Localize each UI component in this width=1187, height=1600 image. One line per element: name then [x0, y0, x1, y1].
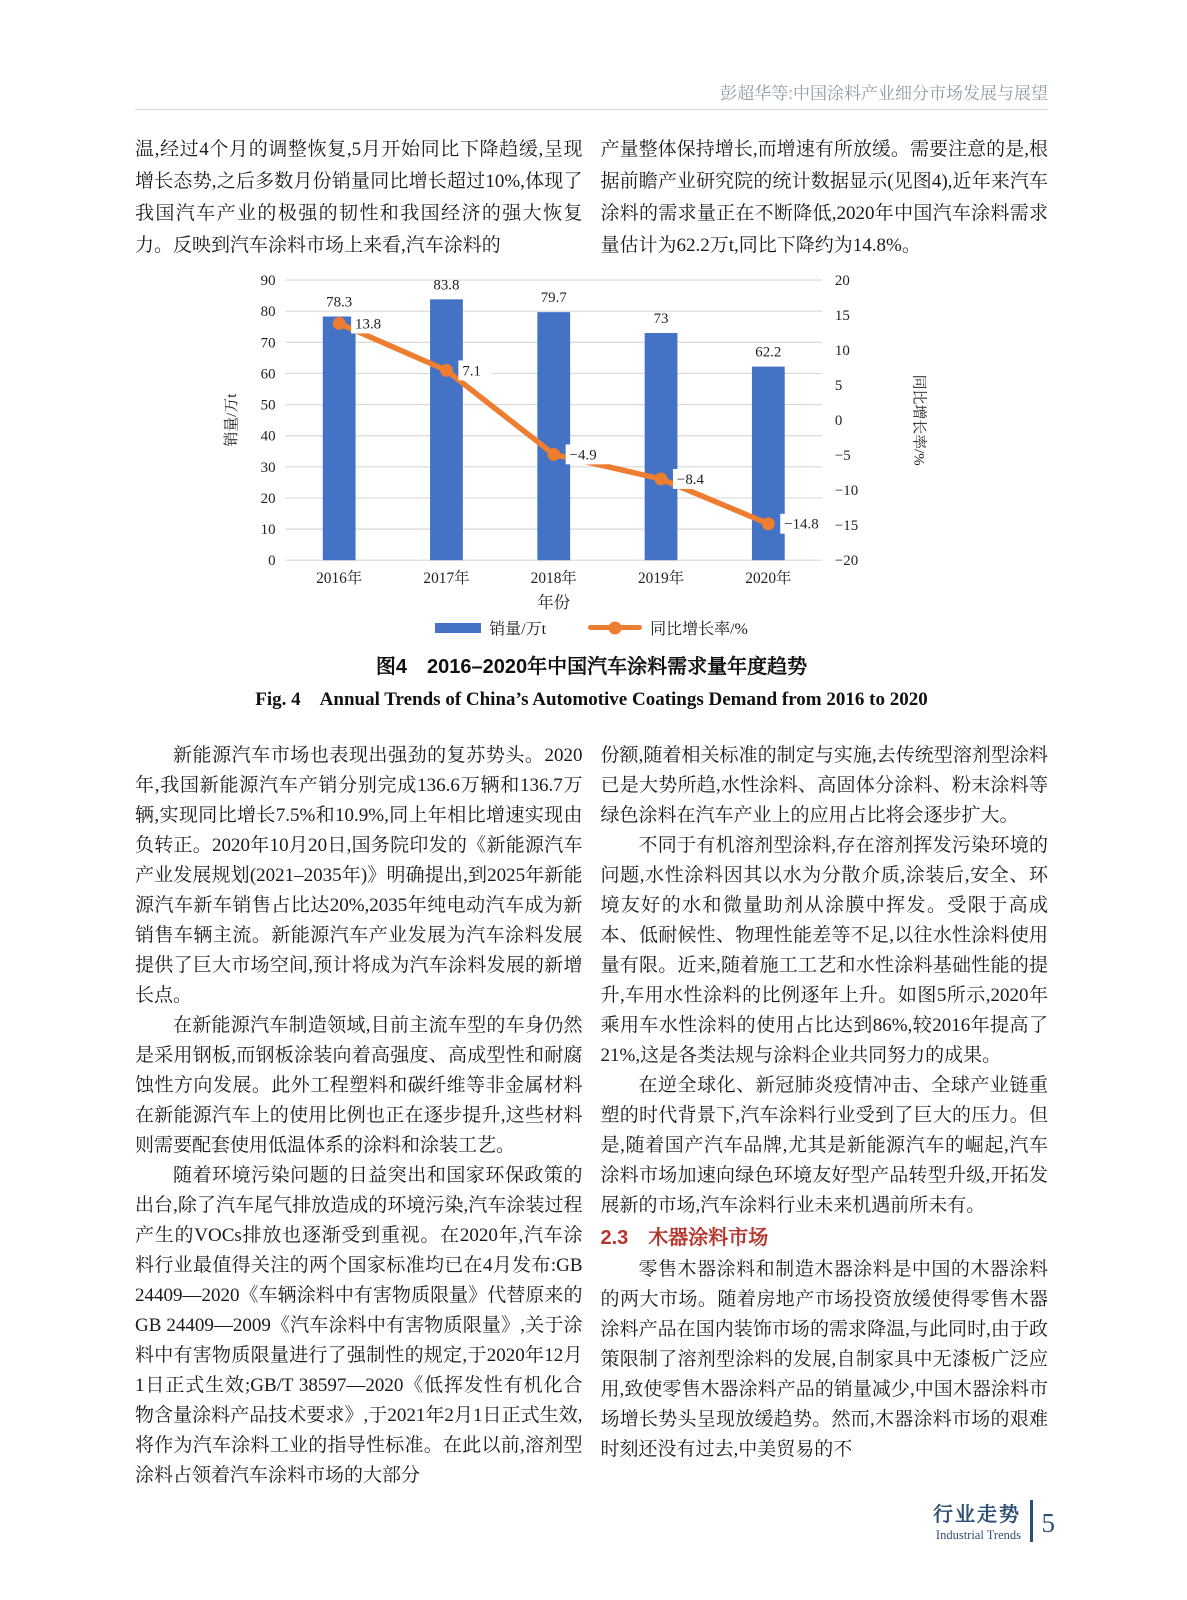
left-axis-tick: 80 [260, 304, 276, 321]
header-divider [135, 109, 1048, 110]
footer-divider [1030, 1500, 1033, 1542]
x-axis-title: 年份 [537, 592, 571, 612]
left-axis-tick: 60 [260, 366, 276, 383]
bar-2019年 [645, 333, 678, 560]
intro-right-column [601, 134, 1049, 262]
page-footer [933, 1498, 1055, 1543]
paragraph: 随着环境污染问题的日益突出和国家环保政策的出台,除了汽车尾气排放造成的环境污染,汽车涂装过程产生的VOCs排放也逐渐受到重视。在2020年,汽车涂料行业最值得关注的两个国家标准均已在4月发布:GB 24409—2020《车辆涂料中有害物质限量》代替原来的GB 24409—2009《汽车涂料中有害物质限量》,关于涂料中有害物质限量进行了强制性的规定,于2020年12月1日正式生效;GB/T 38597—2020《低挥发性有机化合物含量涂料产品技术要求》,于2021年2月1日正式生效,将作为汽车涂料工业的指导性标准。在此以前,溶剂型涂料占领着汽车涂料市场的大部分 [135, 1165, 583, 1486]
line-value-label: 7.1 [462, 363, 481, 380]
bar-value-label: 78.3 [326, 294, 353, 311]
line-series-swatch-icon [588, 625, 642, 630]
paragraph: 温,经过4个月的调整恢复,5月开始同比下降趋缓,呈现增长态势,之后多数月份销量同比增长超过10%,体现了我国汽车产业的极强的韧性和我国经济的强大恢复力。反映到汽车涂料市场上来看,汽车涂料的 [135, 139, 583, 256]
paragraph: 在新能源汽车制造领域,目前主流车型的车身仍然是采用钢板,而钢板涂装向着高强度、高成型性和耐腐蚀性方向发展。此外工程塑料和碳纤维等非金属材料在新能源汽车上的使用比例也正在逐步提升,这些材料则需要配套使用低温体系的涂料和涂装工艺。 [135, 1015, 583, 1156]
legend-label-growth: 同比增长率/% [650, 621, 748, 638]
page-content [135, 0, 1048, 1491]
x-axis-tick: 2018年 [530, 570, 577, 588]
bar-2018年 [537, 312, 570, 560]
left-axis-tick: 30 [260, 459, 276, 476]
line-marker-2019年 [655, 472, 668, 485]
paragraph: 产量整体保持增长,而增速有所放缓。需要注意的是,根据前瞻产业研究院的统计数据显示(见图4),近年来汽车涂料的需求量正在不断降低,2020年中国汽车涂料需求量估计为62.2万t,同比下降约为14.8%。 [600, 139, 1048, 256]
x-axis-tick: 2016年 [316, 570, 363, 588]
line-value-label: −8.4 [676, 471, 704, 488]
right-axis-tick: 15 [834, 308, 850, 325]
right-axis-title: 同比增长率/% [910, 374, 927, 466]
legend-item-sales [435, 616, 546, 639]
line-marker-2020年 [762, 517, 775, 530]
section-heading-2-3: 2.3 木器涂料市场 [600, 1227, 769, 1249]
right-axis-tick: −5 [834, 448, 851, 465]
left-axis-tick: 0 [268, 553, 276, 570]
legend-item-growth [588, 616, 748, 639]
right-axis-tick: −20 [834, 553, 859, 570]
paragraph: 不同于有机溶剂型涂料,存在溶剂挥发污染环境的问题,水性涂料因其以水为分散介质,涂装后,安全、环境友好的水和微量助剂从涂膜中挥发。受限于高成本、低耐候性、物理性能差等不足,以往水性涂料使用量有限。近来,随着施工工艺和水性涂料基础性能的提升,车用水性涂料的比例逐年上升。如图5所示,2020年乘用车水性涂料的使用占比达到86%,较2016年提高了21%,这是各类法规与涂料企业共同努力的成果。 [600, 835, 1048, 1066]
line-marker-2017年 [440, 364, 453, 377]
paragraph: 新能源汽车市场也表现出强劲的复苏势头。2020年,我国新能源汽车产销分别完成136.6万辆和136.7万辆,实现同比增长7.5%和10.9%,同上年相比增速实现由负转正。2020年10月20日,国务院印发的《新能源汽车产业发展规划(2021–2035年)》明确提出,到2025年新能源汽车新车销售占比达20%,2035年纯电动汽车成为新销售车辆主流。新能源汽车产业发展为汽车涂料发展提供了巨大市场空间,预计将成为汽车涂料发展的新增长点。 [135, 745, 583, 1006]
intro-section [135, 134, 1048, 262]
line-value-label: −4.9 [569, 447, 597, 464]
x-axis-tick: 2020年 [745, 570, 792, 588]
right-axis-tick: 20 [834, 273, 850, 290]
line-value-label: −14.8 [784, 516, 819, 533]
paragraph: 零售木器涂料和制造木器涂料是中国的木器涂料的两大市场。随着房地产市场投资放缓使得零售木器涂料产品在国内装饰市场的需求降温,与此同时,由于政策限制了溶剂型涂料的发展,自制家具中无漆板广泛应用,致使零售木器涂料产品的销量减少,中国木器涂料市场增长势头呈现放缓趋势。然而,木器涂料市场的艰难时刻还没有过去,中美贸易的不 [600, 1259, 1048, 1460]
left-axis-tick: 20 [260, 490, 276, 507]
footer-section-labels [933, 1498, 1021, 1543]
left-axis-tick: 70 [260, 335, 276, 352]
body-right-column [601, 741, 1049, 1491]
bar-series-swatch-icon [435, 623, 481, 633]
right-axis-tick: 10 [834, 343, 850, 360]
running-header: 彭超华等:中国涂料产业细分市场发展与展望 [720, 84, 1048, 103]
x-axis-tick: 2019年 [637, 570, 685, 588]
page-number: 5 [1041, 1508, 1055, 1538]
right-axis-tick: −10 [834, 483, 859, 500]
footer-section-en: Industrial Trends [935, 1528, 1021, 1542]
chart-legend [135, 616, 1048, 639]
right-axis-tick: 5 [834, 378, 843, 395]
x-axis-tick: 2017年 [423, 570, 470, 588]
right-axis-tick: 0 [834, 413, 843, 430]
left-axis-tick: 50 [260, 397, 276, 414]
footer-section-cn: 行业走势 [933, 1504, 1021, 1526]
bar-value-label: 73 [653, 311, 669, 328]
body-left-column [135, 741, 583, 1491]
left-axis-tick: 40 [260, 428, 276, 445]
figure-caption-en: Fig. 4 Annual Trends of China’s Automotive Coatings Demand from 2016 to 2020 [255, 689, 928, 710]
bar-value-label: 83.8 [433, 277, 460, 294]
demand-trend-chart [214, 266, 969, 616]
left-axis-title: 销量/万t [223, 393, 240, 447]
line-marker-2016年 [333, 317, 346, 330]
figure-caption-cn: 图4 2016–2020年中国汽车涂料需求量年度趋势 [375, 656, 808, 678]
figure-caption [135, 650, 1048, 711]
left-axis-tick: 10 [260, 522, 276, 539]
right-axis-tick: −15 [834, 518, 859, 535]
intro-left-column [135, 134, 583, 262]
body-section [135, 741, 1048, 1491]
paragraph: 份额,随着相关标准的制定与实施,去传统型溶剂型涂料已是大势所趋,水性涂料、高固体分涂料、粉末涂料等绿色涂料在汽车产业上的应用占比将会逐步扩大。 [600, 745, 1048, 826]
line-marker-2018年 [547, 448, 560, 461]
paragraph: 在逆全球化、新冠肺炎疫情冲击、全球产业链重塑的时代背景下,汽车涂料行业受到了巨大的压力。但是,随着国产汽车品牌,尤其是新能源汽车的崛起,汽车涂料市场加速向绿色环境友好型产品转型升级,开拓发展新的市场,汽车涂料行业未来机遇前所未有。 [600, 1075, 1048, 1216]
bar-value-label: 79.7 [540, 290, 567, 307]
bar-value-label: 62.2 [755, 344, 782, 361]
legend-label-sales: 销量/万t [489, 621, 547, 638]
left-axis-tick: 90 [260, 273, 276, 290]
bar-2020年 [752, 367, 785, 561]
figure-4 [135, 266, 1048, 711]
bar-2017年 [430, 299, 463, 560]
line-value-label: 13.8 [355, 316, 382, 333]
bar-2016年 [323, 317, 356, 561]
